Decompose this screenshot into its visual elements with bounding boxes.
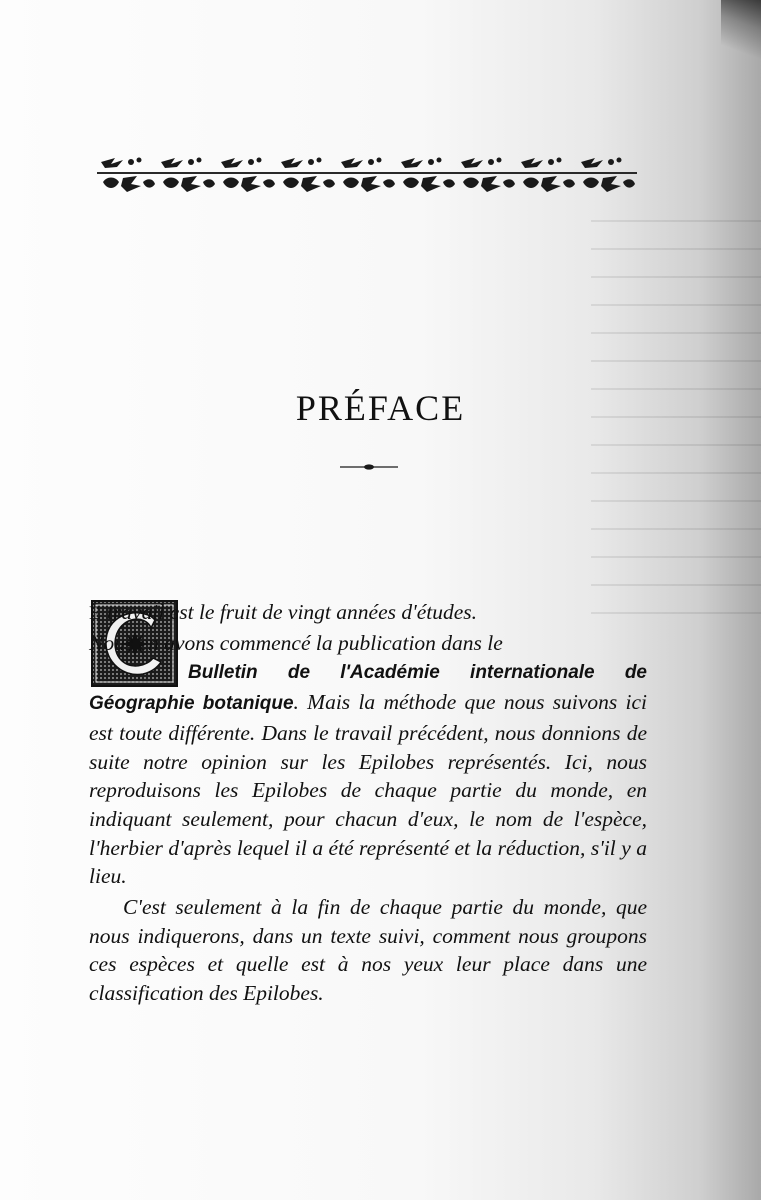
paragraph-1-line-2-wrapper bbox=[89, 629, 647, 658]
first-word-rest: E bbox=[89, 603, 102, 624]
page-corner-shadow bbox=[721, 0, 761, 60]
paragraph-1-line-1: travail est le fruit de vingt années d'études. bbox=[101, 600, 478, 624]
paragraph-1-line-2: Nous en avons commencé la publication dans le bbox=[89, 630, 503, 655]
paragraph-2: C'est seulement à la fin de chaque partie du monde, que nous indiquerons, dans un texte suivi, comment nous groupons ces espèces et quelle est à nos yeux leur place dans une classification des Epilobes. bbox=[89, 895, 647, 1006]
paragraph-1-opening bbox=[89, 598, 647, 629]
page-title: PRÉFACE bbox=[295, 388, 466, 428]
paragraph-1-rest: . Mais la méthode que nous suivons ici est toute différente. Dans le travail précédent, nous donnions de suite notre opinion sur les Epilobes représentés. Ici, nous reproduisons les Epilobes de chaque partie du monde, en indiquant seulement, pour chacun d'eux, le nom de l'espèce, l'herbier d'après lequel il a été représenté et la réduction, s'il y a lieu. bbox=[89, 690, 648, 889]
bulletin-reference: Bulletin de l'Académie internationale de Géographie botanique bbox=[89, 662, 647, 715]
paragraph-1-continued bbox=[89, 657, 647, 891]
title-rule-ornament bbox=[340, 462, 398, 472]
floral-headpiece-ornament bbox=[97, 152, 637, 198]
preface-body bbox=[89, 598, 647, 1008]
